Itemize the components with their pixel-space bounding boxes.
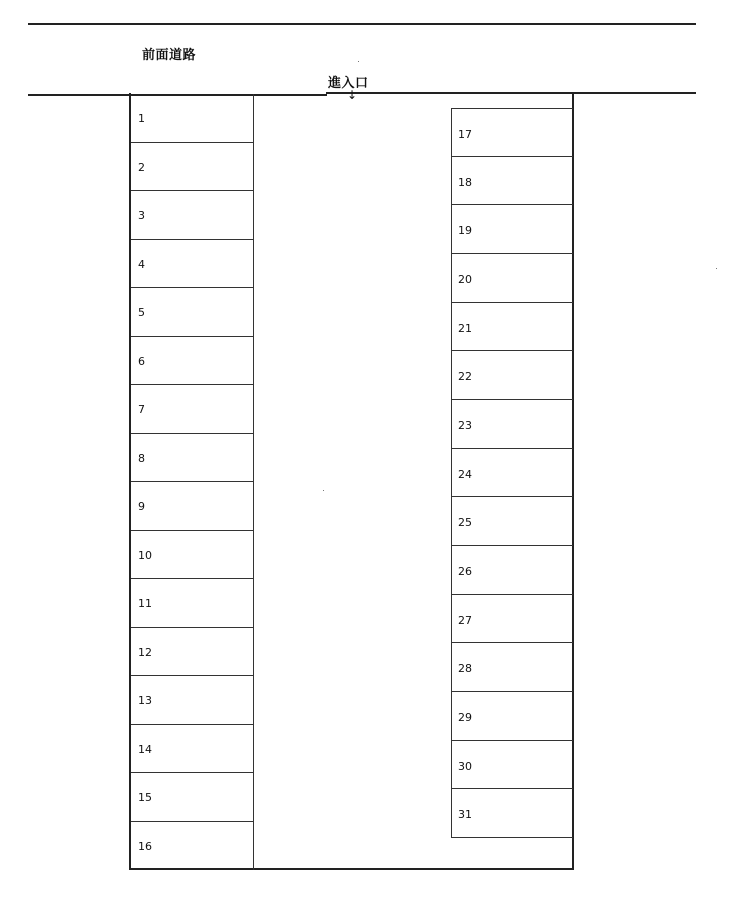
parking-space-number: 3 (138, 209, 145, 222)
parking-space-number: 16 (138, 839, 152, 853)
entrance-label: 進入口 (328, 76, 369, 91)
parking-space (452, 400, 573, 449)
parking-space (452, 254, 573, 303)
parking-space (452, 108, 573, 157)
parking-space-number: 25 (458, 516, 472, 530)
scan-dot (323, 490, 324, 491)
parking-space (131, 288, 253, 337)
parking-space (452, 351, 573, 400)
parking-space-number: 31 (458, 808, 472, 822)
scan-dot (358, 61, 359, 62)
parking-space-number: 1 (138, 112, 145, 125)
parking-space (131, 579, 253, 628)
parking-space (131, 385, 253, 434)
parking-space-number: 23 (458, 418, 472, 432)
parking-space-number: 7 (138, 403, 145, 416)
parking-space (452, 157, 573, 206)
parking-space-number: 9 (138, 500, 145, 513)
parking-space (131, 240, 253, 289)
parking-space (452, 789, 573, 838)
left-parking-column (131, 94, 254, 870)
parking-space-number: 21 (458, 321, 472, 335)
parking-space (452, 741, 573, 790)
parking-space-number: 26 (458, 564, 472, 578)
parking-space (131, 822, 253, 871)
parking-space (452, 205, 573, 254)
parking-space-number: 30 (458, 759, 472, 773)
parking-space-number: 12 (138, 645, 152, 659)
parking-space-number: 18 (458, 175, 472, 189)
parking-space-number: 28 (458, 662, 472, 676)
parking-space (131, 676, 253, 725)
parking-space-number: 14 (138, 742, 152, 756)
parking-space (452, 643, 573, 692)
parking-space-number: 8 (138, 451, 145, 465)
parking-space (131, 773, 253, 822)
parking-space-number: 6 (138, 354, 145, 368)
parking-space (131, 337, 253, 386)
parking-space-number: 2 (138, 160, 145, 174)
front-road-top-edge (28, 23, 696, 25)
parking-space (131, 725, 253, 774)
parking-space-number: 19 (458, 224, 472, 238)
parking-space-number: 27 (458, 613, 472, 627)
parking-space-number: 10 (138, 548, 152, 562)
scan-dot (716, 268, 717, 269)
front-road-label: 前面道路 (142, 48, 197, 63)
parking-space (131, 531, 253, 580)
parking-space-number: 29 (458, 710, 472, 724)
parking-space (131, 94, 253, 143)
parking-space (131, 143, 253, 192)
parking-space-number: 15 (138, 791, 152, 804)
parking-space-number: 22 (458, 370, 472, 384)
parking-space (452, 546, 573, 595)
parking-space (131, 482, 253, 531)
parking-space (452, 303, 573, 352)
parking-space-number: 24 (458, 467, 472, 481)
parking-space (452, 449, 573, 498)
parking-space (131, 191, 253, 240)
parking-space (452, 692, 573, 741)
parking-space (131, 434, 253, 483)
parking-space (131, 628, 253, 677)
parking-space-number: 4 (138, 257, 145, 271)
parking-space-number: 13 (138, 694, 152, 707)
parking-space (452, 497, 573, 546)
parking-space-number: 11 (138, 597, 152, 610)
parking-space-number: 17 (458, 128, 472, 141)
parking-space-number: 5 (138, 306, 145, 319)
entrance-arrow-icon: ↓ (347, 88, 358, 102)
parking-space-number: 20 (458, 272, 472, 286)
parking-space (452, 595, 573, 644)
right-parking-column (451, 108, 573, 838)
